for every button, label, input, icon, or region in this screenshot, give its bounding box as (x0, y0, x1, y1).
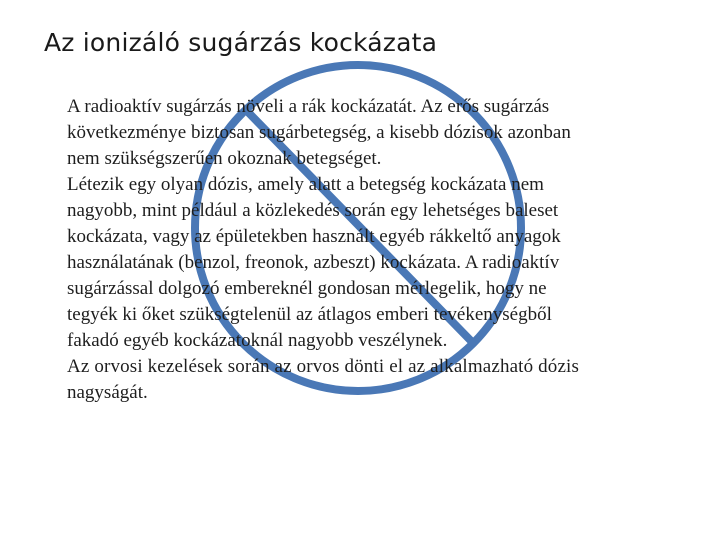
body-line: tegyék ki őket szükségtelenül az átlagos emberi tevékenységből (67, 304, 552, 325)
body-line: következménye biztosan sugárbetegség, a kisebb dózisok azonban (67, 122, 571, 143)
body-line: Az orvosi kezelések során az orvos dönti el az alkalmazható dózis (67, 356, 580, 377)
slide-body (67, 94, 667, 406)
slide-title: Az ionizáló sugárzás kockázata (44, 28, 438, 57)
body-line: sugárzással dolgozó embereknél gondosan mérlegelik, hogy ne (67, 278, 547, 299)
body-line: nem szükségszerűen okoznak betegséget. (67, 148, 382, 169)
body-line: kockázata, vagy az épületekben használt egyéb rákkeltő anyagok (67, 226, 561, 247)
body-line: A radioaktív sugárzás növeli a rák kockázatát. Az erős sugárzás (67, 96, 550, 117)
body-line: használatának (benzol, freonok, azbeszt) kockázata. A radioaktív (67, 252, 560, 273)
body-line: nagyobb, mint például a közlekedés során egy lehetséges baleset (67, 200, 559, 221)
body-line: fakadó egyéb kockázatoknál nagyobb veszélynek. (67, 330, 448, 351)
body-line: Létezik egy olyan dózis, amely alatt a betegség kockázata nem (67, 174, 544, 195)
body-line: nagyságát. (67, 382, 148, 403)
